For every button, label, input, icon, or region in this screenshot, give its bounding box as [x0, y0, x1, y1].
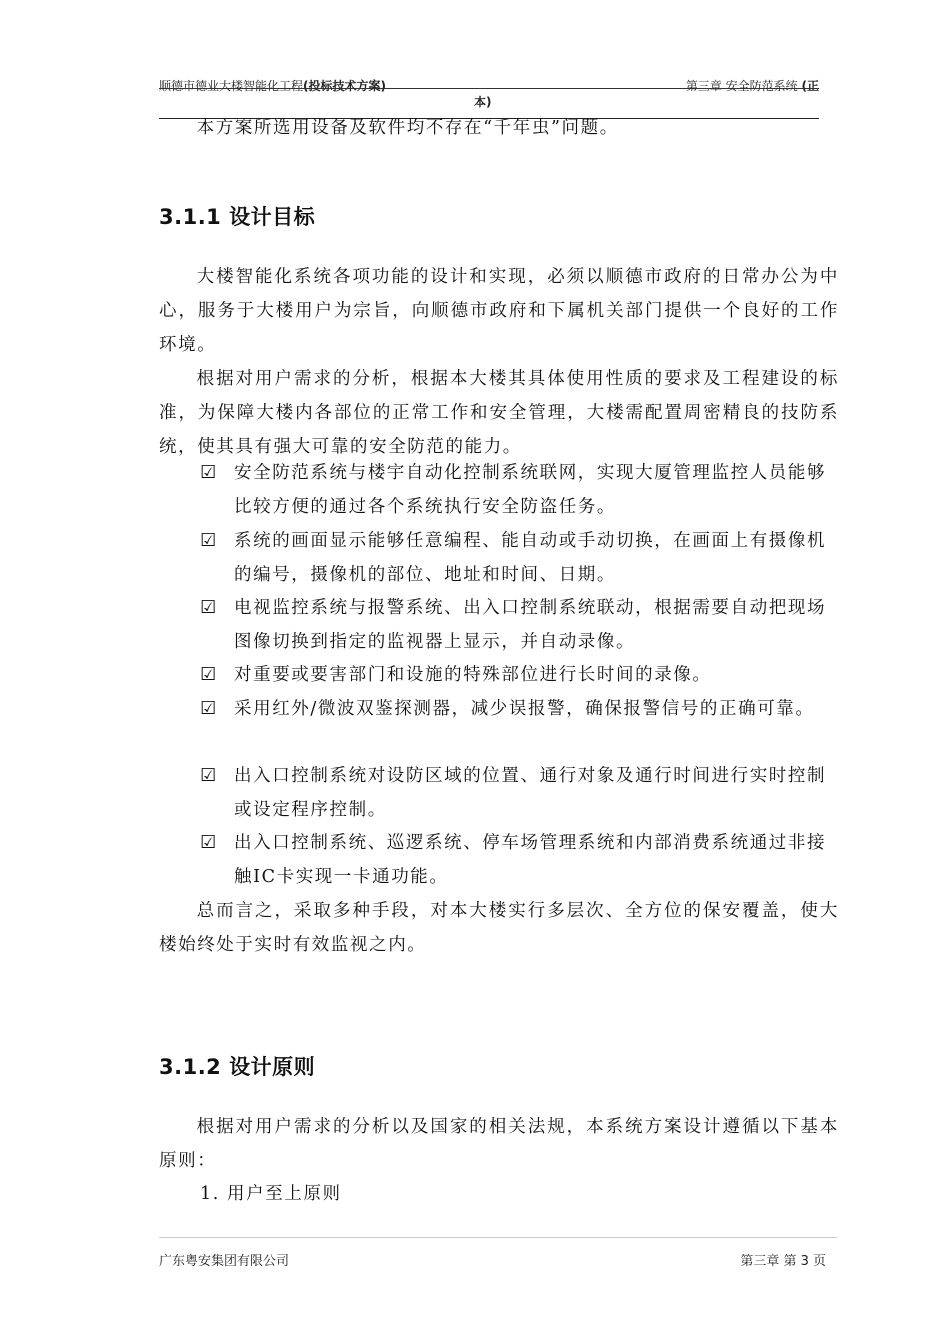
- list-item: [200, 591, 840, 659]
- checkbox-icon: ☑: [200, 462, 218, 483]
- list-item-text: 系统的画面显示能够任意编程、能自动或手动切换，在画面上有摄像机的编号，摄像机的部位、地址和时间、日期。: [234, 531, 827, 585]
- list-item: [200, 826, 840, 894]
- header-project-suffix: (投标技术方案): [303, 79, 386, 93]
- checkbox-icon: ☑: [200, 765, 218, 786]
- list-item-text: 出入口控制系统对设防区域的位置、通行对象及通行时间进行实时控制或设定程序控制。: [234, 766, 827, 820]
- section-heading-3-1-2: 3.1.2 设计原则: [159, 1055, 316, 1079]
- paragraph-goal-1: 大楼智能化系统各项功能的设计和实现，必须以顺德市政府的日常办公为中心，服务于大楼用户为宗旨，向顺德市政府和下属机关部门提供一个良好的工作环境。: [159, 267, 839, 355]
- checkbox-icon: ☑: [200, 832, 218, 853]
- checkbox-icon: ☑: [200, 698, 218, 719]
- footer-company: 广东粤安集团有限公司: [159, 1254, 290, 1269]
- header-chapter-paren: (正: [801, 79, 819, 93]
- numbered-item: 1. 用户至上原则: [200, 1184, 342, 1204]
- paragraph-principle-1: 根据对用户需求的分析以及国家的相关法规，本系统方案设计遵循以下基本原则：: [159, 1117, 839, 1171]
- footer-rule: [159, 1237, 837, 1238]
- header-wrap-text: 本): [474, 95, 492, 109]
- intro-line: 本方案所选用设备及软件均不存在“千年虫”问题。: [196, 118, 619, 138]
- list-item: [200, 692, 840, 726]
- list-item: [200, 759, 840, 827]
- list-item: [200, 658, 840, 692]
- list-item-text: 出入口控制系统、巡逻系统、停车场管理系统和内部消费系统通过非接触IC卡实现一卡通功能。: [234, 833, 827, 887]
- checkbox-icon: ☑: [200, 597, 218, 618]
- header-right: [686, 78, 819, 94]
- header-left: [159, 78, 386, 94]
- paragraph-goal-2: 根据对用户需求的分析，根据本大楼其具体使用性质的要求及工程建设的标准，为保障大楼内各部位的正常工作和安全管理，大楼需配置周密精良的技防系统，使其具有强大可靠的安全防范的能力。: [159, 369, 839, 457]
- footer-page-number: 第三章 第 3 页: [740, 1254, 826, 1269]
- checkbox-icon: ☑: [200, 530, 218, 551]
- list-item-text: 电视监控系统与报警系统、出入口控制系统联动，根据需要自动把现场图像切换到指定的监视器上显示，并自动录像。: [234, 598, 827, 652]
- header-chapter-title: 第三章 安全防范系统: [685, 79, 802, 93]
- list-item: [200, 524, 840, 592]
- list-item-text: 采用红外/微波双鉴探测器，减少误报警，确保报警信号的正确可靠。: [234, 699, 815, 719]
- list-item: [200, 456, 840, 524]
- list-item-text: 安全防范系统与楼宇自动化控制系统联网，实现大厦管理监控人员能够比较方便的通过各个系统执行安全防盗任务。: [234, 463, 827, 517]
- section-heading-3-1-1: 3.1.1 设计目标: [159, 205, 316, 229]
- checkbox-icon: ☑: [200, 664, 218, 685]
- header-strikethrough: [159, 88, 819, 89]
- header-project-title: 顺德市德业大楼智能化工程: [159, 79, 304, 93]
- paragraph-goal-summary: 总而言之，采取多种手段，对本大楼实行多层次、全方位的保安覆盖，使大楼始终处于实时有效监视之内。: [159, 901, 839, 955]
- list-item-text: 对重要或要害部门和设施的特殊部位进行长时间的录像。: [234, 665, 712, 685]
